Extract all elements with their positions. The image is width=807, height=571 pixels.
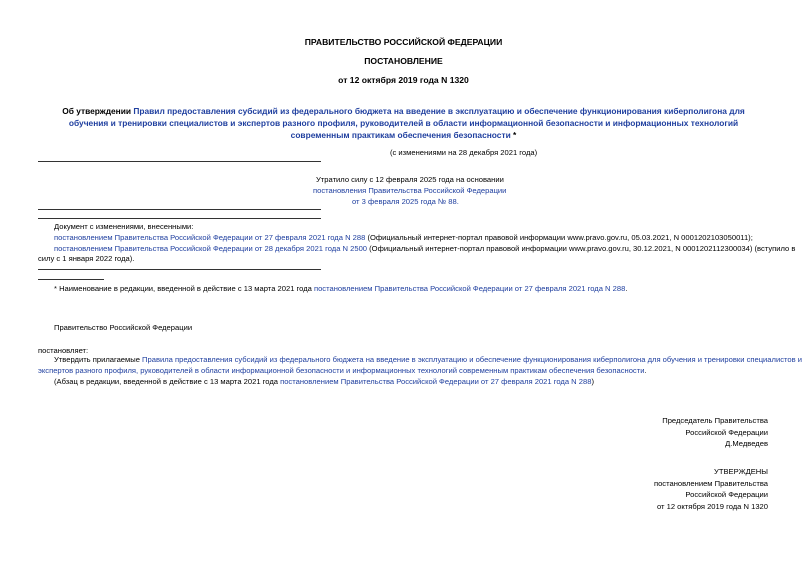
amendment-item-2	[54, 244, 795, 253]
edition-note-end: )	[591, 377, 594, 386]
approve-prefix: Утвердить прилагаемые	[54, 355, 143, 364]
divider	[38, 209, 321, 210]
approve-end: .	[644, 366, 647, 375]
rules-title-link-line3[interactable]: современным практикам обеспечения безопасности	[290, 130, 511, 140]
paragraph-edition-note	[54, 377, 594, 386]
footnote-text: * Наименование в редакции, введенной в действие с 13 марта 2021 года	[54, 284, 314, 293]
approve-paragraph	[54, 355, 802, 364]
edition-note-prefix: (Абзац в редакции, введенной в действие с 13 марта 2021 года	[54, 377, 281, 386]
approval-by: постановлением Правительства	[653, 478, 768, 488]
footnote-end: .	[625, 284, 628, 293]
approval-date: от 12 октября 2019 года N 1320	[656, 501, 768, 511]
document-subject	[0, 105, 807, 141]
amendment-1-source: (Официальный интернет-портал правовой информации www.pravo.gov.ru, 05.03.2021, N 0001202103050011);	[365, 233, 753, 242]
subject-suffix: *	[510, 130, 517, 140]
doc-date-number: от 12 октября 2019 года N 1320	[338, 75, 469, 85]
footnote	[54, 284, 627, 293]
rules-title-link-line2[interactable]: обучения и тренировки специалистов и экспертов разного профиля, руководителей в области информационной безопасности и информационных технологий	[68, 118, 739, 128]
divider	[38, 161, 321, 162]
approve-paragraph-cont	[38, 366, 647, 375]
approved-rules-link[interactable]: Правила предоставления субсидий из федерального бюджета на введение в эксплуатацию и обеспечение функционирования киберполигона для обучения и тренировки специалистов и	[142, 355, 802, 364]
expiry-line: Утратило силу с 12 февраля 2025 года на основании	[316, 175, 504, 184]
amendment-2-source: (Официальный интернет-портал правовой информации www.pravo.gov.ru, 30.12.2021, N 0001202112300034) (вступило в	[367, 244, 796, 253]
org-title: ПРАВИТЕЛЬСТВО РОССИЙСКОЙ ФЕДЕРАЦИИ	[304, 37, 503, 47]
approval-stamp	[654, 466, 768, 512]
signature-name: Д.Медведев	[725, 439, 768, 448]
approval-org: Российской Федерации	[685, 490, 768, 499]
amendments-intro: Документ с изменениями, внесенными:	[54, 222, 194, 231]
amendment-item-1	[54, 233, 753, 242]
amendment-2-link[interactable]: постановлением Правительства Российской Федерации от 28 декабря 2021 года N 2500	[54, 244, 368, 253]
rules-title-link[interactable]: Правил предоставления субсидий из федерального бюджета на введение в эксплуатацию и обеспечение функционирования киберполигона для	[133, 106, 745, 116]
decides-word: постановляет:	[38, 346, 89, 355]
government-name: Правительство Российской Федерации	[54, 323, 193, 332]
subject-prefix: Об утверждении	[62, 106, 134, 116]
expiry-decree-link[interactable]: постановления Правительства Российской Федерации	[313, 186, 507, 195]
expiry-decree-date-link[interactable]: от 3 февраля 2025 года № 88.	[352, 197, 459, 206]
signature-position: Председатель Правительства	[662, 416, 768, 425]
footnote-divider	[38, 279, 104, 280]
edition-note-link[interactable]: постановлением Правительства Российской Федерации от 27 февраля 2021 года N 288	[280, 377, 592, 386]
amendment-2-effective: силу с 1 января 2022 года).	[38, 254, 135, 263]
signature-org: Российской Федерации	[685, 427, 768, 437]
approval-heading: УТВЕРЖДЕНЫ	[714, 467, 768, 476]
signature-block	[662, 415, 768, 450]
divider	[38, 218, 321, 219]
approved-rules-link-cont[interactable]: экспертов разного профиля, руководителей в области информационной безопасности и информационных технологий современным практикам обеспечения безопасности	[38, 366, 645, 375]
amendment-1-link[interactable]: постановлением Правительства Российской Федерации от 27 февраля 2021 года N 288	[54, 233, 366, 242]
doc-type: ПОСТАНОВЛЕНИЕ	[364, 56, 443, 66]
divider	[38, 269, 321, 270]
footnote-link[interactable]: постановлением Правительства Российской Федерации от 27 февраля 2021 года N 288	[313, 284, 626, 293]
changes-note: (с изменениями на 28 декабря 2021 года)	[390, 148, 538, 157]
